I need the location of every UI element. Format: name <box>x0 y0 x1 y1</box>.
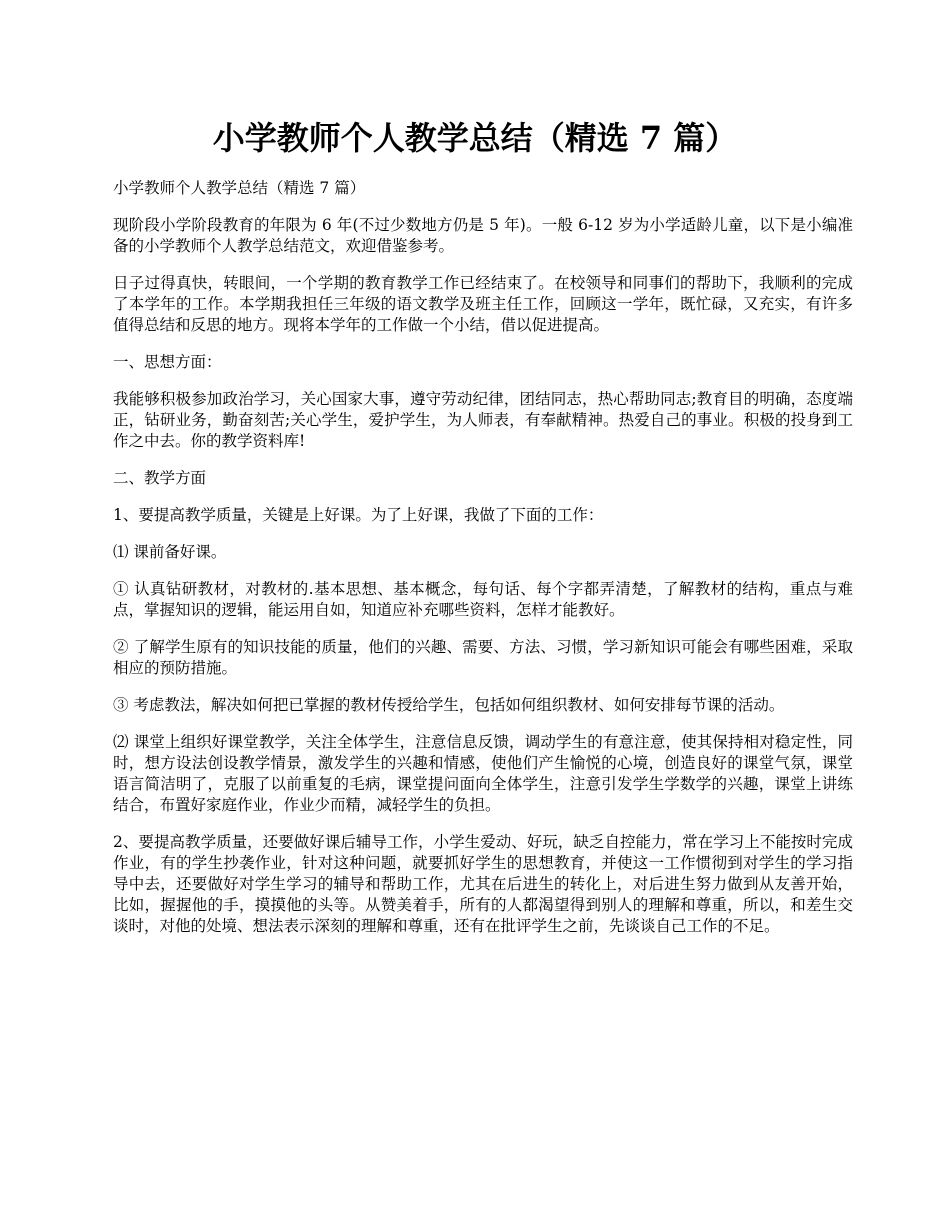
document-title: 小学教师个人教学总结（精选 7 篇） <box>212 119 738 157</box>
teaching-point-1: 1、要提高教学质量，关键是上好课。为了上好课，我做了下面的工作： <box>113 506 604 524</box>
teaching-item-1: ① 认真钻研教材，对教材的.基本思想、基本概念，每句话、每个字都弄清楚，了解教材的结构，重点与难点，掌握知识的逻辑，能运用自如，知道应补充哪些资料，怎样才能教好。 <box>113 580 853 619</box>
teaching-point-2: 2、要提高教学质量，还要做好课后辅导工作，小学生爱动、好玩，缺乏自控能力，常在学习上不能按时完成作业，有的学生抄袭作业，针对这种问题，就要抓好学生的思想教育，并使这一工作惯彻到对学生的学习指导中去，还要做好对学生学习的辅导和帮助工作，尤其在后进生的转化上，对后进生努力做到从友善开始，比如，握握他的手，摸摸他的头等。从赞美着手，所有的人都渴望得到别人的理解和尊重，所以，和差生交谈时，对他的处境、想法表示深刻的理解和尊重，还有在批评学生之前，先谈谈自己工作的不足。 <box>113 833 853 935</box>
section-heading-teaching: 二、教学方面 <box>113 469 207 487</box>
subtitle-paragraph: 小学教师个人教学总结（精选 7 篇） <box>113 179 366 197</box>
intro-paragraph: 现阶段小学阶段教育的年限为 6 年(不过少数地方仍是 5 年)。一般 6-12 岁为小学适龄儿童，以下是小编准备的小学教师个人教学总结范文，欢迎借鉴参考。 <box>113 216 853 255</box>
overview-paragraph: 日子过得真快，转眼间，一个学期的教育教学工作已经结束了。在校领导和同事们的帮助下，我顺利的完成了本学年的工作。本学期我担任三年级的语文教学及班主任工作，回顾这一学年，既忙碌，又充实，有许多值得总结和反思的地方。现将本学年的工作做一个小结，借以促进提高。 <box>113 274 853 334</box>
ideology-paragraph: 我能够积极参加政治学习，关心国家大事，遵守劳动纪律，团结同志，热心帮助同志;教育目的明确，态度端正，钻研业务，勤奋刻苦;关心学生，爱护学生，为人师表，有奉献精神。热爱自己的事业。积极的投身到工作之中去。你的教学资料库! <box>113 390 853 450</box>
document-body <box>113 178 853 953</box>
section-heading-ideology: 一、思想方面： <box>113 353 222 371</box>
teaching-item-3: ③ 考虑教法，解决如何把已掌握的教材传授给学生，包括如何组织教材、如何安排每节课的活动。 <box>113 696 785 714</box>
teaching-item-2: ② 了解学生原有的知识技能的质量，他们的兴趣、需要、方法、习惯，学习新知识可能会有哪些困难，采取相应的预防措施。 <box>113 638 853 677</box>
teaching-subpoint-1: ⑴ 课前备好课。 <box>113 543 227 561</box>
teaching-subpoint-2: ⑵ 课堂上组织好课堂教学，关注全体学生，注意信息反馈，调动学生的有意注意，使其保持相对稳定性，同时，想方设法创设教学情景，激发学生的兴趣和情感，使他们产生愉悦的心境，创造良好的课堂气氛，课堂语言简洁明了，克服了以前重复的毛病，课堂提问面向全体学生，注意引发学生学数学的兴趣，课堂上讲练结合，布置好家庭作业，作业少而精，减轻学生的负担。 <box>113 733 853 814</box>
